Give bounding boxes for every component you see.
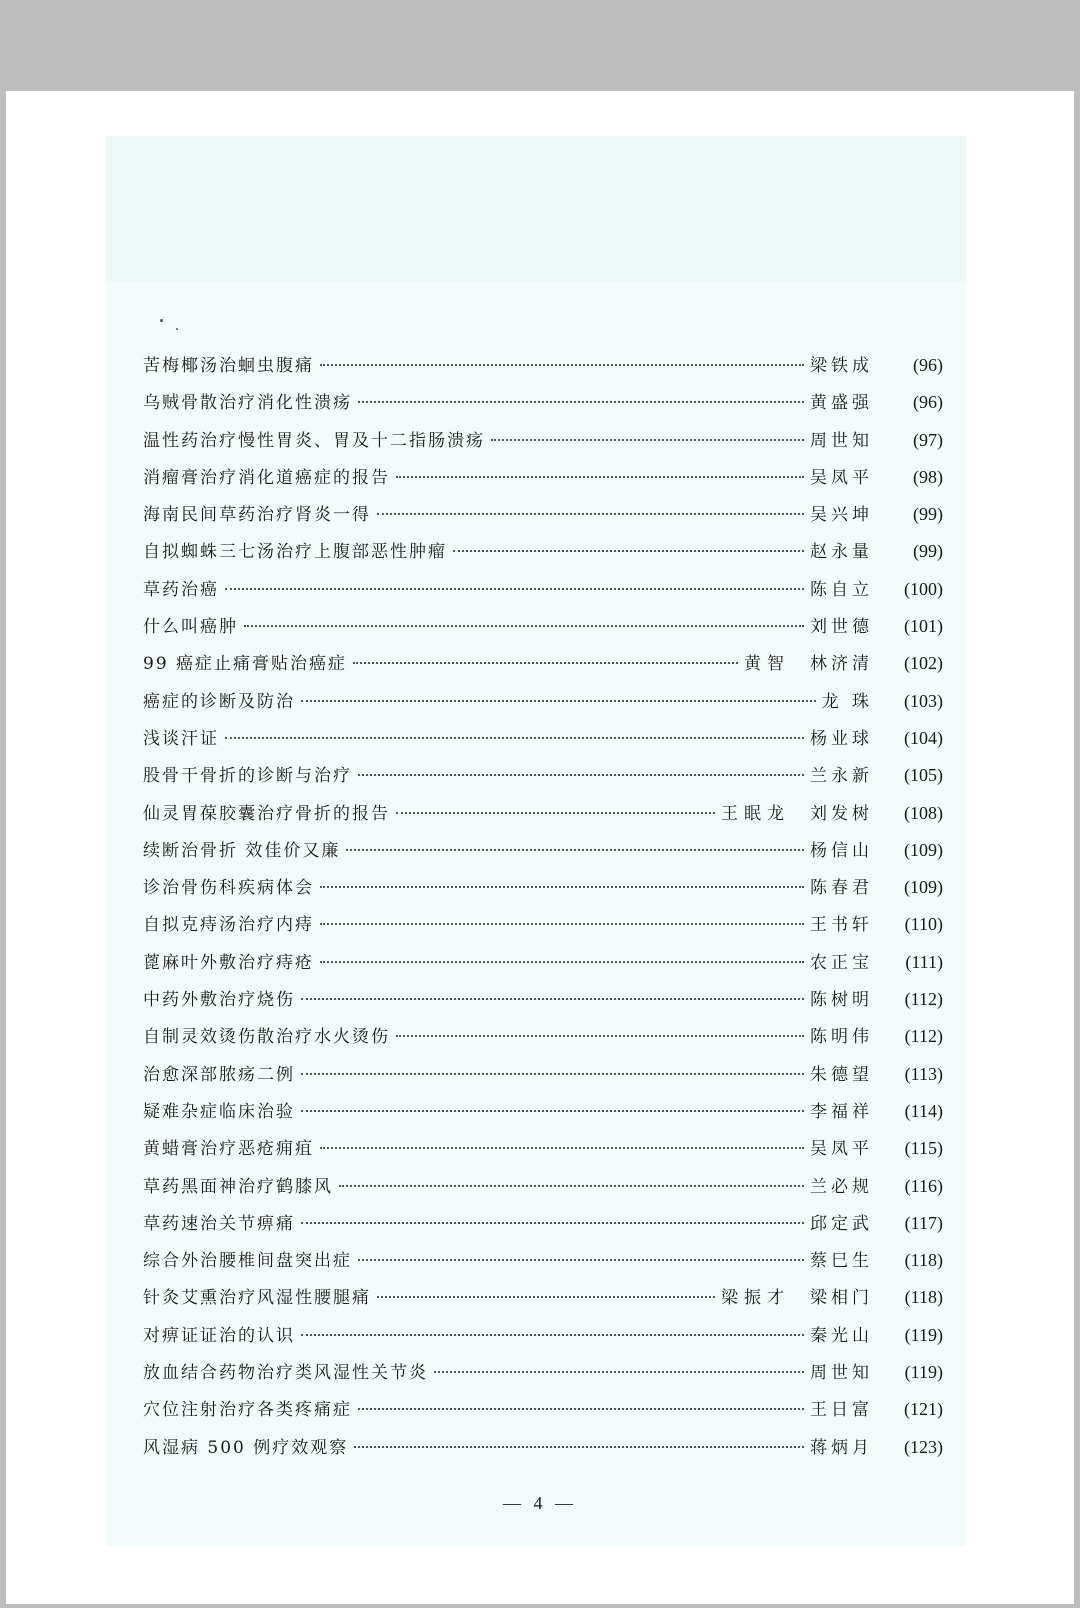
toc-entry-author: 李福祥 (810, 1101, 873, 1122)
toc-entry (143, 873, 943, 910)
toc-entry (143, 612, 943, 649)
toc-entry-author: 赵永量 (810, 542, 873, 563)
toc-entry-title: 乌贼骨散治疗消化性溃疡 (143, 393, 352, 414)
toc-entry (143, 1358, 943, 1395)
dot-leader (453, 550, 804, 552)
dot-leader (396, 476, 804, 478)
dot-leader (301, 1073, 804, 1075)
toc-entry-title: 自制灵效烫伤散治疗水火烫伤 (143, 1027, 390, 1048)
toc-entry-page: (119) (904, 1362, 943, 1383)
toc-entry-page: (112) (904, 1026, 943, 1047)
toc-entry-title: 疑难杂症临床治验 (143, 1101, 295, 1122)
toc-entry-author: 龙 珠 (821, 691, 873, 712)
dot-leader (320, 886, 804, 888)
toc-entry-title: 99 癌症止痛膏贴治癌症 (143, 654, 348, 675)
toc-entry-page: (119) (904, 1324, 943, 1345)
toc-entry-author: 陈春君 (810, 878, 873, 899)
dot-leader (225, 737, 804, 739)
toc-entry-author: 兰永新 (810, 766, 873, 787)
toc-entry-author: 吴兴坤 (810, 505, 873, 526)
toc-entry-title: 针灸艾熏治疗风湿性腰腿痛 (143, 1288, 371, 1309)
dot-leader (320, 1147, 804, 1149)
dot-leader (320, 961, 804, 963)
toc-entry-page: (118) (904, 1287, 943, 1308)
dot-leader (320, 364, 804, 366)
toc-entry (143, 1209, 943, 1246)
toc-entry-page: (100) (904, 578, 943, 599)
toc-entry-page: (102) (904, 653, 943, 674)
toc-entry-title: 草药速治关节痹痛 (143, 1213, 295, 1234)
toc-entry-page: (116) (904, 1175, 943, 1196)
toc-entry (143, 985, 943, 1022)
dot-leader (358, 1408, 804, 1410)
toc-entry-author: 吴凤平 (810, 467, 873, 488)
toc-entry-author: 秦光山 (810, 1325, 873, 1346)
toc-entry-coauthor: 黄智 (744, 654, 790, 675)
toc-entry-author: 陈明伟 (810, 1027, 873, 1048)
toc-entry-page: (108) (904, 802, 943, 823)
toc-entry-coauthor: 梁振才 (721, 1288, 790, 1309)
toc-entry (143, 1321, 943, 1358)
toc-entry-page: (105) (904, 765, 943, 786)
toc-entry-author: 朱德望 (810, 1064, 873, 1085)
toc-entry-page: (121) (904, 1399, 943, 1420)
toc-entry (143, 1433, 943, 1470)
dot-leader (434, 1371, 804, 1373)
toc-entry (143, 761, 943, 798)
toc-entry (143, 1246, 943, 1283)
toc-entry-author: 兰必规 (810, 1176, 873, 1197)
toc-entry-page: (110) (904, 914, 943, 935)
toc-entry-title: 治愈深部脓疡二例 (143, 1064, 295, 1085)
toc-entry-author: 周世知 (810, 1363, 873, 1384)
toc-entry (143, 575, 943, 612)
toc-entry-title: 什么叫癌肿 (143, 617, 238, 638)
toc-entry (143, 500, 943, 537)
toc-entry-title: 草药黑面神治疗鹤膝风 (143, 1176, 333, 1197)
toc-entry-page: (109) (904, 839, 943, 860)
dot-leader (396, 1035, 804, 1037)
toc-entry-page: (115) (904, 1138, 943, 1159)
toc-entry-author: 陈自立 (810, 579, 873, 600)
dot-leader (339, 1185, 804, 1187)
header-band (106, 136, 966, 282)
toc-entry-title: 海南民间草药治疗肾炎一得 (143, 505, 371, 526)
toc-entry (143, 463, 943, 500)
toc-entry (143, 1172, 943, 1209)
toc-entry (143, 948, 943, 985)
dot-leader (358, 774, 804, 776)
scan-speck (160, 319, 163, 322)
toc-entry-page: (123) (904, 1436, 943, 1457)
toc-entry-title: 股骨干骨折的诊断与治疗 (143, 766, 352, 787)
dot-leader (301, 1110, 804, 1112)
toc-entry-title: 风湿病 500 例疗效观察 (143, 1437, 349, 1458)
toc-entry-title: 草药治癌 (143, 579, 219, 600)
toc-entry (143, 724, 943, 761)
toc-entry (143, 799, 943, 836)
toc-entry-title: 自拟蜘蛛三七汤治疗上腹部恶性肿瘤 (143, 542, 447, 563)
dot-leader (301, 1222, 804, 1224)
toc-entry-author: 周世知 (810, 430, 873, 451)
toc-entry-page: (109) (904, 877, 943, 898)
dot-leader (396, 812, 715, 814)
toc-entry-title: 蓖麻叶外敷治疗痔疮 (143, 952, 314, 973)
toc-entry-page: (97) (913, 429, 943, 450)
dot-leader (377, 1296, 715, 1298)
toc-entry-author: 梁铁成 (810, 356, 873, 376)
toc-entry (143, 649, 943, 686)
toc-entry (143, 1283, 943, 1320)
toc-entry-title: 仙灵胃葆胶囊治疗骨折的报告 (143, 803, 390, 824)
toc-entry-author: 陈树明 (810, 990, 873, 1011)
toc-entry-title: 温性药治疗慢性胃炎、胃及十二指肠溃疡 (143, 430, 485, 451)
dot-leader (301, 1334, 804, 1336)
toc-entry (143, 351, 943, 388)
toc-entry-page: (111) (905, 951, 943, 972)
toc-entry-title: 中药外敷治疗烧伤 (143, 990, 295, 1011)
dot-leader (354, 1446, 804, 1448)
toc-entry (143, 1060, 943, 1097)
toc-entry-author: 梁相门 (810, 1288, 873, 1309)
dot-leader (320, 923, 804, 925)
toc-entry-author: 黄盛强 (810, 393, 873, 414)
toc-entry-author: 刘发树 (810, 803, 873, 824)
toc-entry-title: 续断治骨折 效佳价又廉 (143, 840, 341, 861)
toc-entry-title: 苦梅椰汤治蛔虫腹痛 (143, 356, 314, 376)
toc-entry-author: 杨业球 (810, 728, 873, 749)
toc-entry-page: (96) (913, 392, 943, 413)
toc-entry-title: 穴位注射治疗各类疼痛症 (143, 1400, 352, 1421)
toc-entry-author: 杨信山 (810, 840, 873, 861)
dot-leader (346, 849, 804, 851)
toc-entry (143, 1097, 943, 1134)
toc-entry-page: (118) (904, 1250, 943, 1271)
dot-leader (225, 588, 804, 590)
dot-leader (353, 662, 738, 664)
toc-entry-page: (99) (913, 541, 943, 562)
toc-entry-page: (114) (904, 1100, 943, 1121)
toc-entry-author: 刘世德 (810, 617, 873, 638)
toc-entry-page: (103) (904, 690, 943, 711)
toc-entry-page: (99) (913, 504, 943, 525)
toc-entry-page: (101) (904, 616, 943, 637)
page-number: — 4 — (503, 1493, 577, 1513)
toc-entry-page: (117) (904, 1212, 943, 1233)
toc-entry-title: 对痹证证治的认识 (143, 1325, 295, 1346)
toc-entry-page: (104) (904, 727, 943, 748)
toc-entry (143, 1022, 943, 1059)
toc-entry-author: 邱定武 (810, 1213, 873, 1234)
toc-entry-title: 放血结合药物治疗类风湿性关节炎 (143, 1363, 428, 1384)
toc-entry-author: 农正宝 (810, 952, 873, 973)
toc-entry (143, 910, 943, 947)
toc-entry-page: (96) (913, 355, 943, 375)
toc-entry (143, 537, 943, 574)
toc-entry-author: 王日富 (810, 1400, 873, 1421)
dot-leader (301, 700, 816, 702)
table-of-contents (143, 351, 943, 1470)
toc-entry (143, 388, 943, 425)
toc-entry-coauthor: 王眠龙 (721, 803, 790, 824)
toc-entry-author: 王书轩 (810, 915, 873, 936)
toc-entry (143, 1134, 943, 1171)
toc-entry (143, 1395, 943, 1432)
toc-entry-page: (112) (904, 989, 943, 1010)
toc-entry-page: (113) (904, 1063, 943, 1084)
toc-entry-title: 诊治骨伤科疾病体会 (143, 878, 314, 899)
toc-entry-title: 自拟克痔汤治疗内痔 (143, 915, 314, 936)
toc-entry-author: 林济清 (810, 654, 873, 675)
toc-entry (143, 687, 943, 724)
toc-entry (143, 836, 943, 873)
toc-entry (143, 426, 943, 463)
toc-entry-author: 吴凤平 (810, 1139, 873, 1160)
toc-entry-title: 浅谈汗证 (143, 728, 219, 749)
scan-speck (176, 328, 178, 330)
dot-leader (244, 625, 804, 627)
toc-entry-title: 消瘤膏治疗消化道癌症的报告 (143, 467, 390, 488)
dot-leader (358, 1259, 804, 1261)
toc-entry-author: 蔡巳生 (810, 1251, 873, 1272)
toc-entry-title: 癌症的诊断及防治 (143, 691, 295, 712)
dot-leader (301, 998, 804, 1000)
toc-entry-title: 黄蜡膏治疗恶疮痈疽 (143, 1139, 314, 1160)
toc-entry-page: (98) (913, 466, 943, 487)
toc-entry-author: 蒋炳月 (810, 1437, 873, 1458)
dot-leader (491, 439, 804, 441)
dot-leader (358, 401, 804, 403)
dot-leader (377, 513, 804, 515)
toc-entry-title: 综合外治腰椎间盘突出症 (143, 1251, 352, 1272)
